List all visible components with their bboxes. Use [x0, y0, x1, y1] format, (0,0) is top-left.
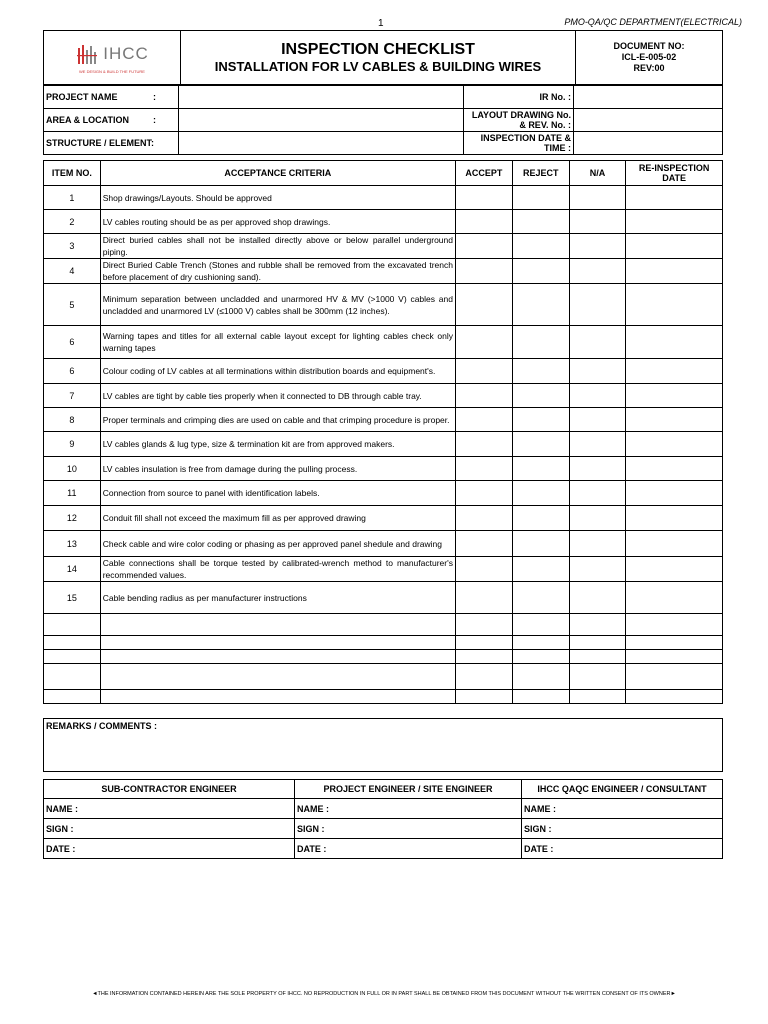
inspection-date-label: INSPECTION DATE & TIME :: [464, 132, 574, 155]
item-number: 2: [44, 210, 101, 234]
item-number: 12: [44, 506, 101, 531]
item-criteria: [100, 664, 455, 690]
ir-no-field[interactable]: [574, 86, 723, 109]
item-criteria: Direct buried cables shall not be installed directly above or below parallel underground piping.: [100, 234, 455, 259]
reinspection-date-cell[interactable]: [626, 531, 723, 557]
sign-field[interactable]: SIGN :: [44, 819, 295, 839]
accept-cell[interactable]: [455, 259, 512, 284]
reinspection-date-cell[interactable]: [626, 186, 723, 210]
project-name-field[interactable]: [179, 86, 464, 109]
col-item-no: ITEM NO.: [44, 161, 101, 186]
col-reject: REJECT: [512, 161, 569, 186]
structure-field[interactable]: [179, 132, 464, 155]
item-number: 15: [44, 582, 101, 614]
table-row: [44, 506, 723, 531]
name-field[interactable]: NAME :: [522, 799, 723, 819]
reject-cell[interactable]: [512, 234, 569, 259]
accept-cell[interactable]: [455, 408, 512, 432]
table-row: [44, 259, 723, 284]
document-no-label: DOCUMENT NO:: [613, 41, 685, 51]
item-criteria: [100, 614, 455, 636]
reject-cell[interactable]: [512, 384, 569, 408]
reject-cell[interactable]: [512, 557, 569, 582]
accept-cell[interactable]: [455, 506, 512, 531]
item-number: 7: [44, 384, 101, 408]
na-cell[interactable]: [569, 557, 626, 582]
na-cell[interactable]: [569, 432, 626, 457]
table-row: [44, 432, 723, 457]
item-number: 5: [44, 284, 101, 326]
reinspection-date-cell[interactable]: [626, 384, 723, 408]
reject-cell[interactable]: [512, 614, 569, 636]
accept-cell[interactable]: [455, 557, 512, 582]
document-title: INSPECTION CHECKLIST: [281, 41, 475, 58]
sign-header-qaqc: IHCC QAQC ENGINEER / CONSULTANT: [522, 780, 723, 799]
item-criteria: LV cables routing should be as per approved shop drawings.: [100, 210, 455, 234]
reinspection-date-cell[interactable]: [626, 650, 723, 664]
item-number: 6: [44, 326, 101, 359]
na-cell[interactable]: [569, 506, 626, 531]
na-cell[interactable]: [569, 234, 626, 259]
na-cell[interactable]: [569, 650, 626, 664]
item-number: 1: [44, 186, 101, 210]
table-row: [44, 582, 723, 614]
logo-tagline: WE DESIGN & BUILD THE FUTURE: [79, 68, 145, 74]
item-criteria: Warning tapes and titles for all external cable layout except for lighting cables check only warning tapes: [100, 326, 455, 359]
item-criteria: Connection from source to panel with identification labels.: [100, 481, 455, 506]
reinspection-date-cell[interactable]: [626, 690, 723, 704]
reject-cell[interactable]: [512, 186, 569, 210]
sign-header-project-engineer: PROJECT ENGINEER / SITE ENGINEER: [295, 780, 522, 799]
reject-cell[interactable]: [512, 506, 569, 531]
reinspection-date-cell[interactable]: [626, 481, 723, 506]
table-row: [44, 284, 723, 326]
na-cell[interactable]: [569, 359, 626, 384]
reject-cell[interactable]: [512, 432, 569, 457]
accept-cell[interactable]: [455, 664, 512, 690]
item-number: 11: [44, 481, 101, 506]
accept-cell[interactable]: [455, 614, 512, 636]
table-row: [44, 384, 723, 408]
signature-table: [43, 779, 723, 859]
table-row: [44, 636, 723, 650]
item-number: [44, 690, 101, 704]
accept-cell[interactable]: [455, 359, 512, 384]
reject-cell[interactable]: [512, 650, 569, 664]
reinspection-date-cell[interactable]: [626, 614, 723, 636]
reinspection-date-cell[interactable]: [626, 234, 723, 259]
na-cell[interactable]: [569, 457, 626, 481]
accept-cell[interactable]: [455, 186, 512, 210]
accept-cell[interactable]: [455, 210, 512, 234]
inspection-date-field[interactable]: [574, 132, 723, 155]
col-reinspection: RE-INSPECTION DATE: [626, 161, 723, 186]
reject-cell[interactable]: [512, 284, 569, 326]
layout-drawing-field[interactable]: [574, 109, 723, 132]
table-row: [44, 531, 723, 557]
table-row: [44, 210, 723, 234]
item-number: [44, 614, 101, 636]
col-accept: ACCEPT: [455, 161, 512, 186]
accept-cell[interactable]: [455, 234, 512, 259]
sign-header-subcontractor: SUB-CONTRACTOR ENGINEER: [44, 780, 295, 799]
date-field[interactable]: DATE :: [44, 839, 295, 859]
item-number: 10: [44, 457, 101, 481]
item-number: 14: [44, 557, 101, 582]
item-number: 6: [44, 359, 101, 384]
sign-field[interactable]: SIGN :: [295, 819, 522, 839]
document-info-cell: [576, 31, 723, 85]
accept-cell[interactable]: [455, 650, 512, 664]
table-row: [44, 650, 723, 664]
item-criteria: Proper terminals and crimping dies are used on cable and that crimping procedure is proper.: [100, 408, 455, 432]
item-number: [44, 636, 101, 650]
item-criteria: Conduit fill shall not exceed the maximum fill as per approved drawing: [100, 506, 455, 531]
ihcc-logo-icon: [75, 42, 99, 66]
reject-cell[interactable]: [512, 457, 569, 481]
item-number: [44, 650, 101, 664]
item-criteria: Minimum separation between uncladded and unarmored HV & MV (>1000 V) cables and uncladded and unarmored LV (≤1000 V) cables shall be 300mm (12 inches).: [100, 284, 455, 326]
na-cell[interactable]: [569, 284, 626, 326]
table-row: [44, 481, 723, 506]
reject-cell[interactable]: [512, 582, 569, 614]
item-number: 9: [44, 432, 101, 457]
ir-no-label: IR No. :: [464, 86, 574, 109]
item-criteria: LV cables insulation is free from damage during the pulling process.: [100, 457, 455, 481]
remarks-label: REMARKS / COMMENTS :: [46, 721, 157, 731]
na-cell[interactable]: [569, 531, 626, 557]
reject-cell[interactable]: [512, 408, 569, 432]
na-cell[interactable]: [569, 481, 626, 506]
reject-cell[interactable]: [512, 636, 569, 650]
item-number: 3: [44, 234, 101, 259]
table-row: [44, 359, 723, 384]
department-label: PMO-QA/QC DEPARTMENT(ELECTRICAL): [564, 17, 742, 27]
logo-name: IHCC: [103, 43, 149, 63]
accept-cell[interactable]: [455, 481, 512, 506]
table-row: [44, 664, 723, 690]
accept-cell[interactable]: [455, 384, 512, 408]
logo-cell: [44, 31, 181, 85]
accept-cell[interactable]: [455, 531, 512, 557]
document-no: ICL-E-005-02: [621, 52, 677, 62]
reinspection-date-cell[interactable]: [626, 582, 723, 614]
layout-drawing-label: LAYOUT DRAWING No. & REV. No. :: [464, 109, 574, 132]
table-row: [44, 186, 723, 210]
reinspection-date-cell[interactable]: [626, 557, 723, 582]
na-cell[interactable]: [569, 259, 626, 284]
na-cell[interactable]: [569, 636, 626, 650]
item-criteria: Shop drawings/Layouts. Should be approved: [100, 186, 455, 210]
reinspection-date-cell[interactable]: [626, 664, 723, 690]
item-number: 4: [44, 259, 101, 284]
reject-cell[interactable]: [512, 210, 569, 234]
accept-cell[interactable]: [455, 284, 512, 326]
item-criteria: [100, 636, 455, 650]
page-number: 1: [378, 18, 384, 29]
table-row: [44, 557, 723, 582]
na-cell[interactable]: [569, 582, 626, 614]
reject-cell[interactable]: [512, 531, 569, 557]
table-row: [44, 408, 723, 432]
accept-cell[interactable]: [455, 326, 512, 359]
header-table: [43, 30, 723, 85]
item-criteria: Colour coding of LV cables at all terminations within distribution boards and equipment's.: [100, 359, 455, 384]
item-criteria: [100, 690, 455, 704]
remarks-table: [43, 718, 723, 772]
project-info-table: [43, 85, 723, 155]
checklist-table: [43, 160, 723, 704]
na-cell[interactable]: [569, 326, 626, 359]
item-criteria: [100, 650, 455, 664]
na-cell[interactable]: [569, 690, 626, 704]
remarks-field[interactable]: [44, 719, 723, 772]
table-row: [44, 614, 723, 636]
accept-cell[interactable]: [455, 457, 512, 481]
reinspection-date-cell[interactable]: [626, 636, 723, 650]
project-name-label: PROJECT NAME :: [44, 86, 179, 109]
reinspection-date-cell[interactable]: [626, 326, 723, 359]
na-cell[interactable]: [569, 186, 626, 210]
reject-cell[interactable]: [512, 359, 569, 384]
sign-field[interactable]: SIGN :: [522, 819, 723, 839]
reinspection-date-cell[interactable]: [626, 432, 723, 457]
item-criteria: Cable connections shall be torque tested by calibrated-wrench method to manufacturer's recommended values.: [100, 557, 455, 582]
title-cell: [181, 31, 576, 85]
name-field[interactable]: NAME :: [295, 799, 522, 819]
reinspection-date-cell[interactable]: [626, 408, 723, 432]
reinspection-date-cell[interactable]: [626, 359, 723, 384]
reject-cell[interactable]: [512, 326, 569, 359]
accept-cell[interactable]: [455, 582, 512, 614]
table-row: [44, 457, 723, 481]
reject-cell[interactable]: [512, 481, 569, 506]
table-row: [44, 234, 723, 259]
item-number: [44, 664, 101, 690]
footer-disclaimer: ◄THE INFORMATION CONTAINED HEREIN ARE THE SOLE PROPERTY OF IHCC. NO REPRODUCTION IN FULL OR IN PART SHALL BE OBTAINED FROM THIS DOCUMENT WITHOUT THE WRITTEN CONSENT OF ITS OWNER►: [92, 991, 676, 997]
area-location-label: AREA & LOCATION :: [44, 109, 179, 132]
na-cell[interactable]: [569, 614, 626, 636]
area-location-field[interactable]: [179, 109, 464, 132]
reject-cell[interactable]: [512, 690, 569, 704]
item-criteria: Check cable and wire color coding or phasing as per approved panel shedule and drawing: [100, 531, 455, 557]
document-rev: REV:00: [633, 63, 665, 73]
date-field[interactable]: DATE :: [522, 839, 723, 859]
item-number: 8: [44, 408, 101, 432]
reinspection-date-cell[interactable]: [626, 259, 723, 284]
item-criteria: Direct Buried Cable Trench (Stones and rubble shall be removed from the excavated trench before placement of dry cushioning sand).: [100, 259, 455, 284]
accept-cell[interactable]: [455, 690, 512, 704]
table-row: [44, 690, 723, 704]
accept-cell[interactable]: [455, 636, 512, 650]
na-cell[interactable]: [569, 384, 626, 408]
item-criteria: Cable bending radius as per manufacturer instructions: [100, 582, 455, 614]
date-field[interactable]: DATE :: [295, 839, 522, 859]
item-number: 13: [44, 531, 101, 557]
na-cell[interactable]: [569, 664, 626, 690]
document-subtitle: INSTALLATION FOR LV CABLES & BUILDING WIRES: [214, 59, 542, 74]
company-logo: [46, 42, 178, 74]
na-cell[interactable]: [569, 210, 626, 234]
item-criteria: LV cables glands & lug type, size & termination kit are from approved makers.: [100, 432, 455, 457]
reject-cell[interactable]: [512, 664, 569, 690]
na-cell[interactable]: [569, 408, 626, 432]
reinspection-date-cell[interactable]: [626, 457, 723, 481]
reinspection-date-cell[interactable]: [626, 506, 723, 531]
col-criteria: ACCEPTANCE CRITERIA: [100, 161, 455, 186]
accept-cell[interactable]: [455, 432, 512, 457]
reject-cell[interactable]: [512, 259, 569, 284]
table-row: [44, 326, 723, 359]
item-criteria: LV cables are tight by cable ties properly when it connected to DB through cable tray.: [100, 384, 455, 408]
structure-label: STRUCTURE / ELEMENT:: [44, 132, 179, 155]
name-field[interactable]: NAME :: [44, 799, 295, 819]
col-na: N/A: [569, 161, 626, 186]
reinspection-date-cell[interactable]: [626, 284, 723, 326]
reinspection-date-cell[interactable]: [626, 210, 723, 234]
